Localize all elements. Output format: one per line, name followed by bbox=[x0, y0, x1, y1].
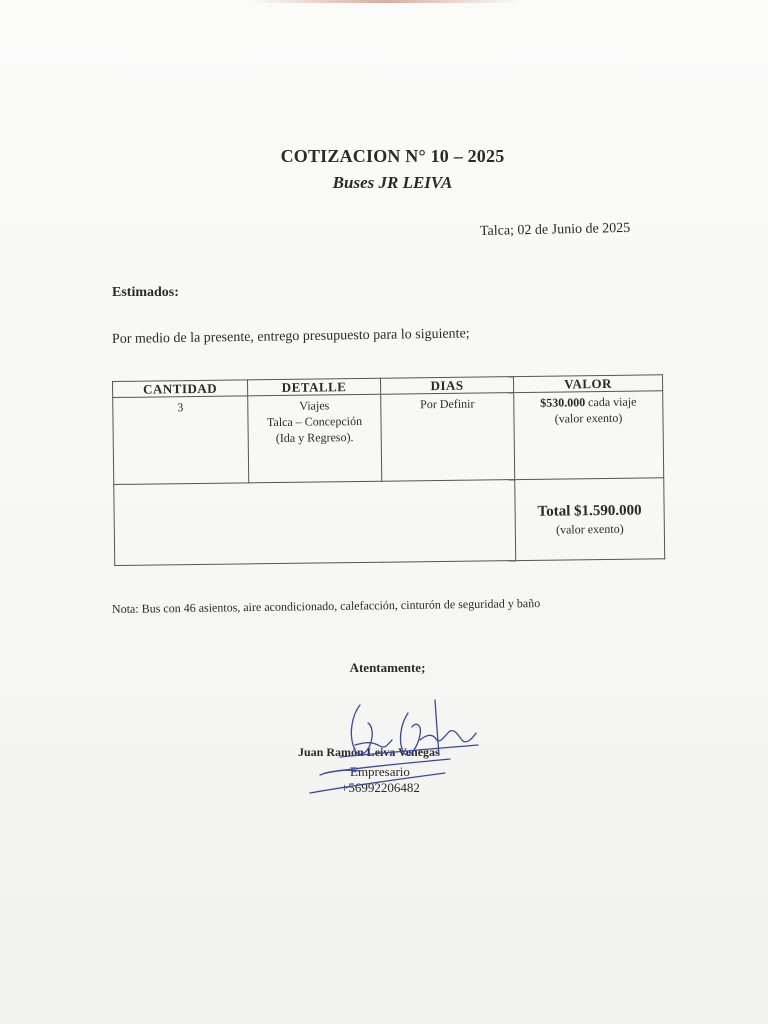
cell-cantidad: 3 bbox=[113, 396, 249, 485]
signatory-role: Empresario bbox=[350, 764, 410, 779]
handwritten-signature bbox=[300, 695, 485, 800]
signatory-name: Juan Ramón Leiva Venegas bbox=[298, 745, 440, 759]
empty-total-span bbox=[114, 480, 516, 566]
signature-stroke bbox=[401, 713, 421, 755]
header-valor: VALOR bbox=[513, 375, 662, 393]
header-dias: DIAS bbox=[380, 377, 513, 395]
note-text: Nota: Bus con 46 asientos, aire acondicionado, calefacción, cinturón de seguridad y baño bbox=[111, 596, 541, 616]
detalle-line: Viajes bbox=[299, 398, 330, 413]
total-note: (valor exento) bbox=[555, 521, 624, 537]
signatory-phone: +56992206482 bbox=[341, 780, 420, 795]
header-cantidad: CANTIDAD bbox=[113, 380, 248, 398]
document-subtitle: Buses JR LEIVA bbox=[332, 173, 453, 192]
cell-dias: Por Definir bbox=[381, 393, 515, 482]
total-amount: Total $1.590.000 bbox=[537, 502, 642, 520]
closing: Atentamente; bbox=[349, 660, 426, 675]
table-total-row bbox=[114, 478, 665, 566]
quote-table bbox=[112, 374, 665, 566]
valor-suffix: cada viaje bbox=[585, 394, 637, 410]
valor-price: $530.000 bbox=[540, 395, 586, 410]
greeting: Estimados: bbox=[112, 285, 179, 300]
document-title: COTIZACION N° 10 – 2025 bbox=[280, 146, 505, 166]
detalle-line: Talca – Concepción bbox=[266, 413, 363, 430]
cell-total bbox=[515, 478, 665, 561]
signature-stroke bbox=[351, 705, 372, 754]
header-detalle: DETALLE bbox=[247, 378, 380, 396]
table-row bbox=[113, 391, 664, 485]
signature-stroke bbox=[310, 773, 445, 793]
valor-price-line bbox=[514, 393, 662, 411]
signature-stroke bbox=[325, 759, 450, 773]
valor-note: (valor exento) bbox=[554, 410, 623, 426]
intro-paragraph: Por medio de la presente, entrego presupuesto para lo siguiente; bbox=[111, 326, 470, 347]
cell-valor bbox=[514, 391, 664, 480]
document-date: Talca; 02 de Junio de 2025 bbox=[479, 220, 631, 239]
detalle-line: (Ida y Regreso). bbox=[275, 430, 354, 446]
cell-detalle bbox=[248, 394, 382, 483]
quote-table-wrapper bbox=[112, 374, 666, 577]
scan-edge-mark bbox=[250, 0, 520, 3]
signature-stroke bbox=[435, 700, 439, 755]
signature-stroke bbox=[320, 770, 360, 775]
signature-stroke bbox=[420, 731, 476, 742]
signature-stroke bbox=[355, 740, 392, 747]
